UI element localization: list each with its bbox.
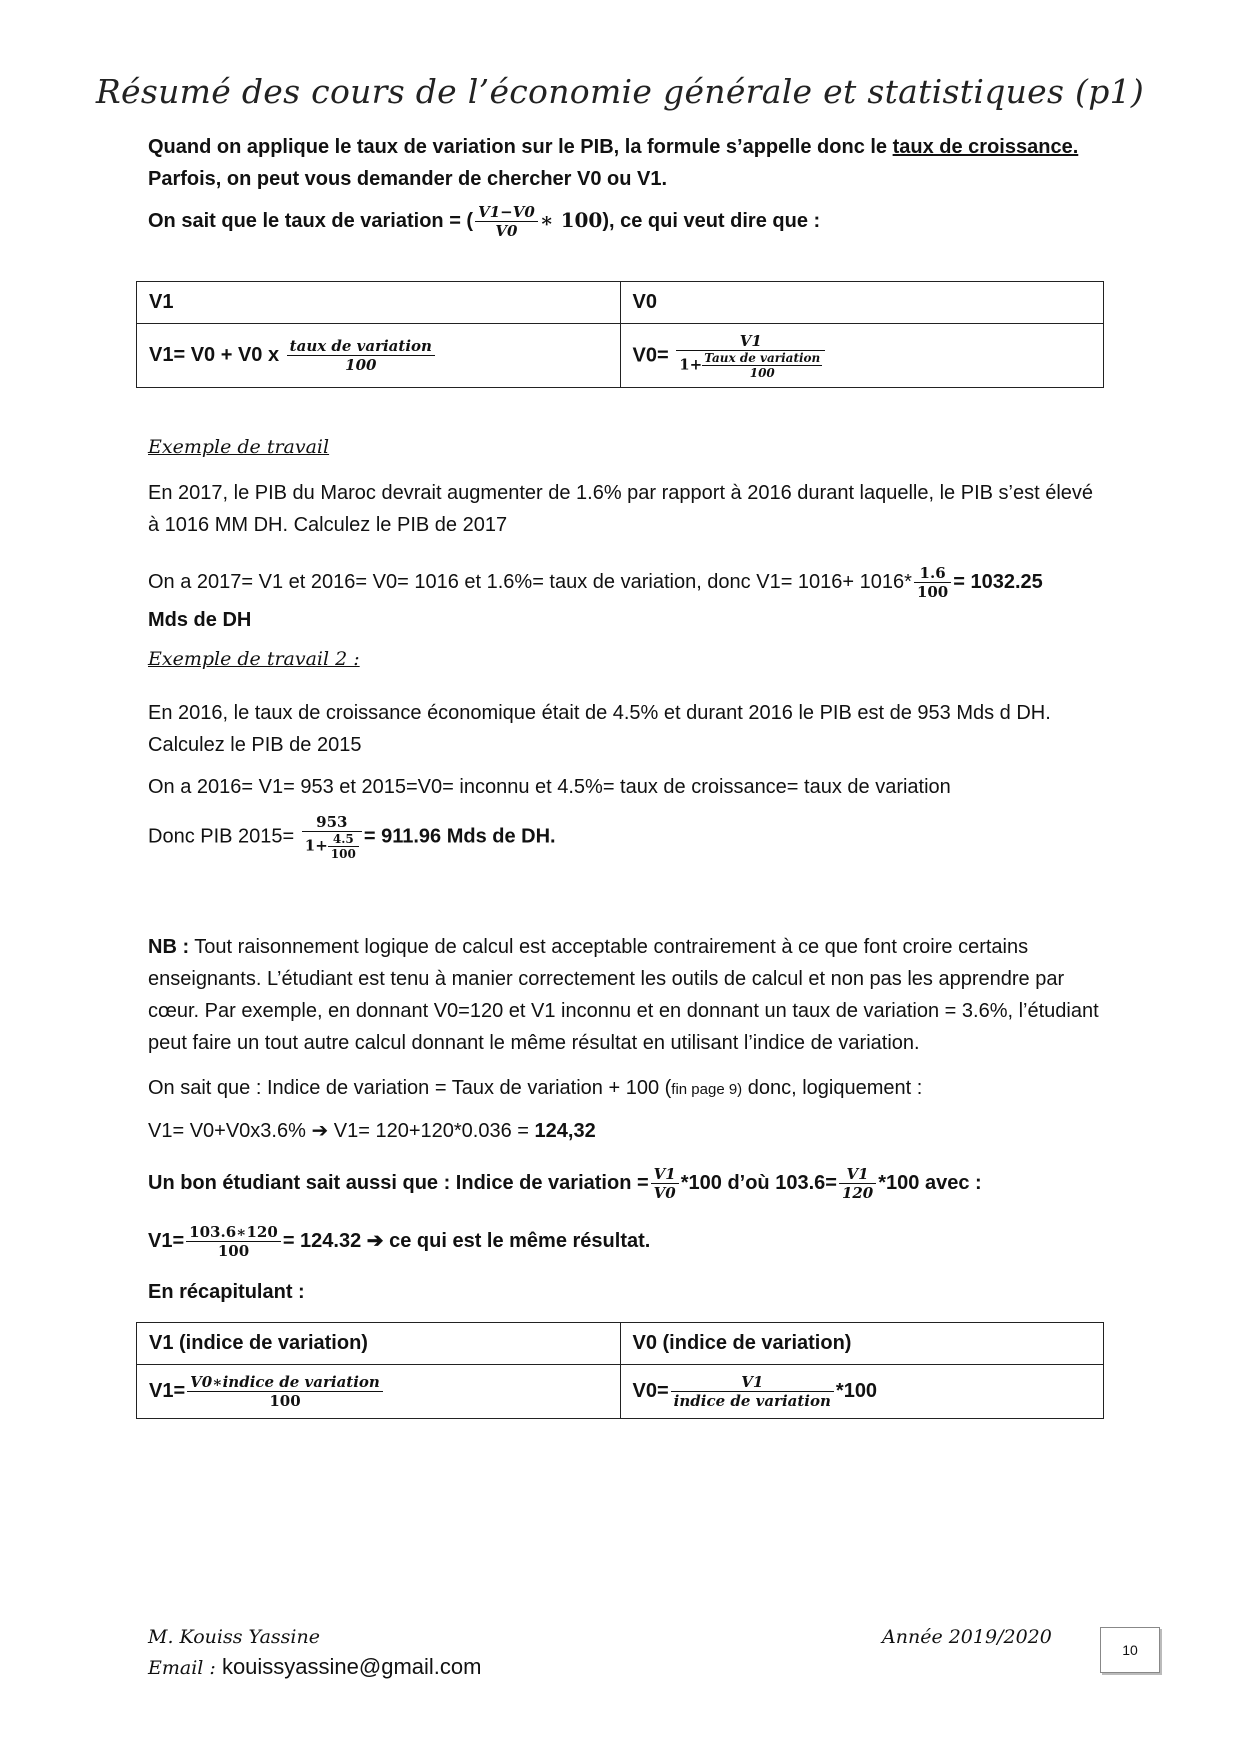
fraction-den xyxy=(302,832,362,861)
nb-text: Tout raisonnement logique de calcul est acceptable contrairement à ce que font croire certains enseignants. L’étudiant est tenu à manier correctement les outils de calcul et non pas les apprendre par cœur. Par exemple, en donnant V0=120 et V1 inconnu et en donnant un taux de variation = 3.6%, l’étudiant peut faire un tout autre calcul donnant le même résultat en utilisant l’indice de variation. xyxy=(148,936,1099,1054)
nb-line4-post: *100 avec : xyxy=(878,1171,982,1194)
table2-c2-pre: V0= xyxy=(632,1379,669,1402)
example1-text: En 2017, le PIB du Maroc devrait augmenter de 1.6% par rapport à 2016 durant laquelle, le PIB s’est élevé à 1016 MM DH. Calculez le PIB de 2017 xyxy=(148,482,1094,536)
table1-cell-v1 xyxy=(137,324,621,388)
nb-line5-post: ce qui est le même résultat. xyxy=(383,1229,651,1252)
nb-line3-pre: V1= V0+V0x3.6% xyxy=(148,1120,312,1142)
nb-line3-result: 124,32 xyxy=(534,1120,596,1142)
nb-line5-fraction xyxy=(186,1223,281,1260)
nb-line4-fraction2 xyxy=(839,1165,876,1202)
example2-result: = 911.96 Mds de DH. xyxy=(363,825,556,848)
intro-line1 xyxy=(148,131,1103,163)
nb-paragraph xyxy=(148,931,1103,1059)
nb-line2 xyxy=(148,1072,1103,1106)
inner-den: 100 xyxy=(330,847,356,861)
page-number: 10 xyxy=(1100,1627,1160,1673)
intro-line2: Parfois, on peut vous demander de chercher V0 ou V1. xyxy=(148,168,668,190)
table2-cell-v1 xyxy=(137,1365,621,1419)
fraction-num: V1 xyxy=(671,1373,834,1392)
nb-line5 xyxy=(148,1223,1103,1260)
example2-fraction xyxy=(302,813,362,861)
nb-line3 xyxy=(148,1115,1103,1147)
page-title: Résumé des cours de l’économie générale et statistiques (p1) xyxy=(95,72,1145,111)
inner-num: 4.5 xyxy=(328,832,359,847)
table2-c1-fraction xyxy=(187,1373,383,1410)
nb-label: NB : xyxy=(148,936,190,958)
fraction-num: taux de variation xyxy=(287,337,435,356)
intro-line3-pre: On sait que le taux de variation = ( xyxy=(148,209,474,232)
fraction-num: 953 xyxy=(302,813,362,832)
footer-author: M. Kouiss Yassine xyxy=(148,1626,320,1648)
table1-header-v1: V1 xyxy=(137,282,621,324)
footer-year: Année 2019/2020 xyxy=(882,1626,1052,1648)
table1-c1-fraction xyxy=(287,337,435,374)
fraction-den: indice de variation xyxy=(673,1392,831,1410)
fraction-den: 100 xyxy=(269,1392,301,1410)
intro-line1-text: Quand on applique le taux de variation sur le PIB, la formule s’appelle donc le xyxy=(148,136,893,158)
inner-fraction xyxy=(702,351,822,380)
fraction-den xyxy=(676,351,825,380)
fraction-num: V1 xyxy=(676,332,825,351)
example1-heading: Exemple de travail xyxy=(148,436,330,458)
table1-c2-pre: V0= xyxy=(632,343,669,366)
inner-num: Taux de variation xyxy=(704,350,821,365)
fraction-num: V1−V0 xyxy=(475,203,538,222)
table2-header-v1: V1 (indice de variation) xyxy=(137,1323,621,1365)
fraction-den: 100 xyxy=(217,1242,250,1260)
fraction-num: 103.6∗120 xyxy=(186,1223,281,1242)
fraction-num: V1 xyxy=(839,1165,876,1184)
nb-line3-mid: V1= 120+120*0.036 = xyxy=(328,1120,535,1142)
fraction-num: V1 xyxy=(651,1165,679,1184)
den-prefix: 1+ xyxy=(304,836,328,855)
fraction-den: 100 xyxy=(916,583,949,601)
table1-c1-pre: V1= V0 + V0 x xyxy=(149,343,280,366)
formula-table-2 xyxy=(136,1322,1104,1419)
nb-line2-pre: On sait que : Indice de variation = Taux de variation + 100 ( xyxy=(148,1077,672,1099)
fraction-den: V0 xyxy=(653,1184,676,1202)
arrow-right-icon: ➔ xyxy=(311,1120,329,1142)
intro-line3-post: ), ce qui veut dire que : xyxy=(602,209,821,232)
intro-underlined: taux de croissance. xyxy=(892,136,1079,158)
nb-line5-mid: = 124.32 xyxy=(282,1229,367,1252)
fraction-den: 120 xyxy=(841,1184,874,1202)
table2-c2-fraction xyxy=(671,1373,834,1410)
example2-text: En 2016, le taux de croissance économique était de 4.5% et durant 2016 le PIB est de 953 Mds d DH. Calculez le PIB de 2015 xyxy=(148,702,1051,756)
example1-calc xyxy=(148,564,1103,601)
example1-result: = 1032.25 xyxy=(953,570,1043,593)
example2-heading: Exemple de travail 2 : xyxy=(148,648,360,670)
example2-donc xyxy=(148,813,1103,861)
table1-header-v0: V0 xyxy=(620,282,1104,324)
nb-line2-post: donc, logiquement : xyxy=(742,1077,923,1099)
example1-fraction xyxy=(914,564,951,601)
table2-c2-post: *100 xyxy=(835,1379,878,1402)
recap-heading: En récapitulant : xyxy=(148,1281,305,1303)
table2-cell-v0 xyxy=(620,1365,1104,1419)
fraction-num: V0∗indice de variation xyxy=(187,1373,383,1392)
example2-line2: On a 2016= V1= 953 et 2015=V0= inconnu et 4.5%= taux de croissance= taux de variation xyxy=(148,776,951,798)
nb-line5-pre: V1= xyxy=(148,1229,185,1252)
arrow-right-icon: ➔ xyxy=(366,1229,384,1252)
intro-line3 xyxy=(148,203,1103,240)
table1-c2-fraction xyxy=(676,332,825,380)
fraction-num: 1.6 xyxy=(914,564,951,583)
fraction-den: 100 xyxy=(345,356,377,374)
email-label: Email : xyxy=(148,1657,216,1679)
inner-den: 100 xyxy=(749,365,775,380)
fraction-den: V0 xyxy=(495,222,518,240)
den-prefix: 1+ xyxy=(679,355,703,373)
example1-unit: Mds de DH xyxy=(148,609,252,631)
variation-fraction xyxy=(475,203,538,240)
nb-line4 xyxy=(148,1165,1103,1202)
intro-mul: ∗ 100 xyxy=(539,207,603,232)
email-address[interactable]: kouissyassine@gmail.com xyxy=(221,1654,482,1679)
formula-table-1 xyxy=(136,281,1104,388)
nb-line4-mid: *100 d’où 103.6= xyxy=(680,1171,837,1194)
nb-line4-pre: Un bon étudiant sait aussi que : Indice de variation = xyxy=(148,1171,649,1194)
table2-c1-pre: V1= xyxy=(149,1379,186,1402)
footer-email-line xyxy=(148,1654,481,1680)
example2-donc-pre: Donc PIB 2015= xyxy=(148,825,295,848)
example1-calc-pre: On a 2017= V1 et 2016= V0= 1016 et 1.6%= taux de variation, donc V1= 1016+ 1016* xyxy=(148,570,912,593)
table1-cell-v0 xyxy=(620,324,1104,388)
nb-line4-fraction xyxy=(651,1165,679,1202)
table2-header-v0: V0 (indice de variation) xyxy=(620,1323,1104,1365)
inner-fraction xyxy=(328,832,359,861)
nb-line2-small: fin page 9) xyxy=(671,1081,743,1098)
